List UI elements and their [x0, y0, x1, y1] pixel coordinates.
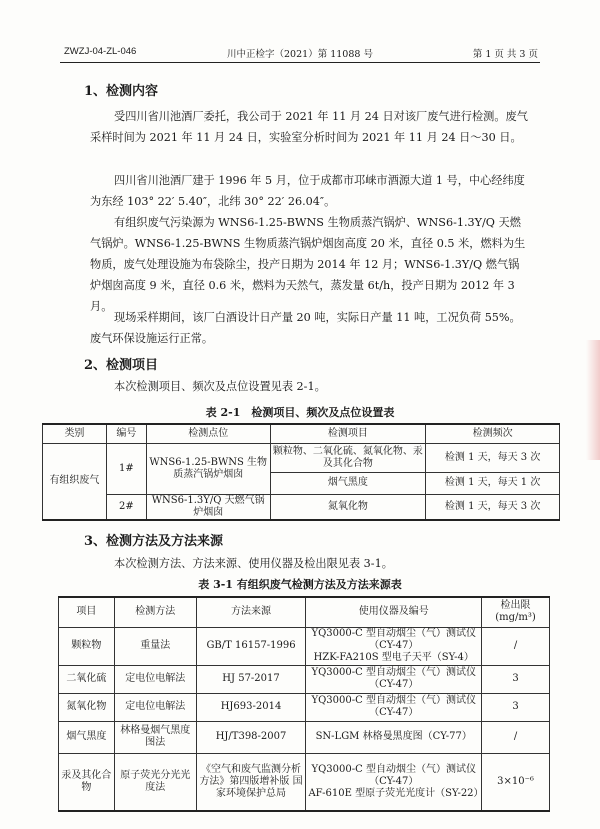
paragraph-text: 本次检测项目、频次及点位设置见表 2-1。 — [114, 380, 326, 393]
frequency-cell: 检测 1 天，每天 3 次 — [426, 494, 560, 520]
section-2-paragraph-1 — [90, 376, 530, 397]
instrument-line: YQ3000-C 型自动烟尘（气）测试仪（CY-47） — [311, 628, 476, 651]
instrument-cell: SN-LGM 林格曼黑度图（CY-77） — [306, 721, 482, 753]
paragraph-text: 受四川省川池酒厂委托，我公司于 2021 年 11 月 24 日对该厂废气进行检测。废气采样时间为 2021 年 11 月 24 日，实验室分析时间为 2021 年 11 月 24 日～30 日。 — [90, 110, 528, 144]
header-cell: 项目 — [59, 597, 115, 627]
instrument-line: AF-610E 型原子荧光光度计（SY-22） — [308, 787, 484, 799]
section-2-title: 2、检测项目 — [84, 358, 159, 373]
item-cell: 氮氧化物 — [270, 494, 426, 520]
table-header-row — [59, 597, 550, 627]
source-cell: GB/T 16157-1996 — [196, 627, 306, 665]
paragraph-text: 本次检测方法、方法来源、使用仪器及检出限见表 3-1。 — [114, 557, 393, 570]
method-cell: 林格曼烟气黑度图法 — [114, 721, 196, 753]
table-3-1 — [58, 596, 550, 812]
item-cell: 二氧化硫 — [59, 665, 115, 693]
header-cell: 使用仪器及编号 — [306, 597, 482, 627]
header-cell: 类别 — [43, 424, 107, 443]
item-cell: 烟气黑度 — [270, 472, 426, 494]
section-3-title: 3、检测方法及方法来源 — [84, 534, 224, 549]
instrument-cell: YQ3000-C 型自动烟尘（气）测试仪（CY-47） — [306, 665, 482, 693]
instrument-cell: YQ3000-C 型自动烟尘（气）测试仪（CY-47） — [306, 693, 482, 721]
instrument-cell — [306, 753, 482, 811]
paragraph-text: 有组织废气污染源为 WNS6-1.25-BWNS 生物质蒸汽锅炉、WNS6-1.3Y/Q 天燃气锅炉。WNS6-1.25-BWNS 生物质蒸汽锅炉烟囱高度 20 米，直径 0.5 米，燃料为生物质，废气处理设施为布袋除尘，投产日期为 2014 年 12 月；WNS6-1.3Y/Q 燃气锅炉烟囱高度 9 米，直径 0.6 米，燃料为天然气，蒸发量 6t/h，投产日期为 2012 年 3 月。 — [90, 216, 526, 313]
paragraph-text: 四川省川池酒厂建于 1996 年 5 月，位于成都市邛崃市酒源大道 1 号，中心经纬度为东经 103° 22′ 5.40″，北纬 30° 22′ 26.04″。 — [90, 174, 525, 208]
seal-stamp-edge — [586, 340, 600, 460]
page-number: 第 1 页 共 3 页 — [472, 49, 538, 60]
limit-cell: / — [482, 627, 550, 665]
number-cell: 1# — [106, 443, 146, 494]
item-cell: 烟气黑度 — [59, 721, 115, 753]
section-1-paragraph-2 — [90, 170, 530, 212]
report-number: 川中正检字（2021）第 11088 号 — [227, 49, 373, 60]
header-cell: 检测方法 — [114, 597, 196, 627]
document-code: ZWZJ-04-ZL-046 — [64, 46, 137, 57]
header-cell: 检测项目 — [270, 424, 426, 443]
source-cell: HJ693-2014 — [196, 693, 306, 721]
section-1-title: 1、检测内容 — [84, 84, 159, 99]
source-cell: HJ/T398-2007 — [196, 721, 306, 753]
category-cell: 有组织废气 — [43, 443, 107, 520]
item-cell: 颗粒物、二氧化硫、氮氧化物、汞及其化合物 — [270, 443, 426, 472]
section-1-paragraph-1 — [90, 106, 530, 148]
section-1-paragraph-4 — [90, 307, 530, 349]
limit-cell: / — [482, 721, 550, 753]
table-row — [59, 627, 550, 665]
method-cell: 定电位电解法 — [114, 693, 196, 721]
limit-cell: 3 — [482, 665, 550, 693]
source-cell: HJ 57-2017 — [196, 665, 306, 693]
source-cell: 《空气和废气监测分析方法》第四版增补版 国家环境保护总局 — [196, 753, 306, 811]
table-2-1-title: 表 2-1 检测项目、频次及点位设置表 — [205, 406, 395, 419]
frequency-cell: 检测 1 天，每天 1 次 — [426, 472, 560, 494]
limit-cell: 3 — [482, 693, 550, 721]
table-row — [59, 693, 550, 721]
limit-cell: 3×10⁻⁶ — [482, 753, 550, 811]
frequency-cell: 检测 1 天，每天 3 次 — [426, 443, 560, 472]
table-row — [43, 494, 560, 520]
table-row — [59, 665, 550, 693]
header-unit: (mg/m³) — [495, 612, 536, 624]
table-row — [59, 753, 550, 811]
table-row — [59, 721, 550, 753]
header-cell: 方法来源 — [196, 597, 306, 627]
section-1-paragraph-3 — [90, 212, 530, 317]
method-cell: 原子荧光分光光度法 — [114, 753, 196, 811]
section-3-paragraph-1 — [90, 553, 530, 574]
header-cell: 编号 — [106, 424, 146, 443]
point-cell: WNS6-1.25-BWNS 生物质蒸汽锅炉烟囱 — [146, 443, 270, 494]
item-cell: 氮氧化物 — [59, 693, 115, 721]
item-cell: 颗粒物 — [59, 627, 115, 665]
header-cell: 检测频次 — [426, 424, 560, 443]
instrument-line: HZK-FA210S 型电子天平（SY-4） — [313, 652, 474, 663]
item-cell: 汞及其化合物 — [59, 753, 115, 811]
header-cell: 检测点位 — [146, 424, 270, 443]
table-row — [43, 443, 560, 472]
table-header-row — [43, 424, 560, 443]
instrument-line: YQ3000-C 型自动烟尘（气）测试仪（CY-47） — [311, 763, 476, 787]
table-2-1 — [42, 423, 560, 521]
method-cell: 定电位电解法 — [114, 665, 196, 693]
method-cell: 重量法 — [114, 627, 196, 665]
instrument-cell — [306, 627, 482, 665]
header-label: 检出限 — [500, 600, 531, 612]
page-header — [60, 42, 540, 63]
point-cell: WNS6-1.3Y/Q 天燃气锅炉烟囱 — [146, 494, 270, 520]
header-cell — [482, 597, 550, 627]
table-3-1-title: 表 3-1 有组织废气检测方法及方法来源表 — [198, 578, 402, 591]
paragraph-text: 现场采样期间，该厂白酒设计日产量 20 吨，实际日产量 11 吨，工况负荷 55%。废气环保设施运行正常。 — [90, 311, 521, 345]
number-cell: 2# — [106, 494, 146, 520]
